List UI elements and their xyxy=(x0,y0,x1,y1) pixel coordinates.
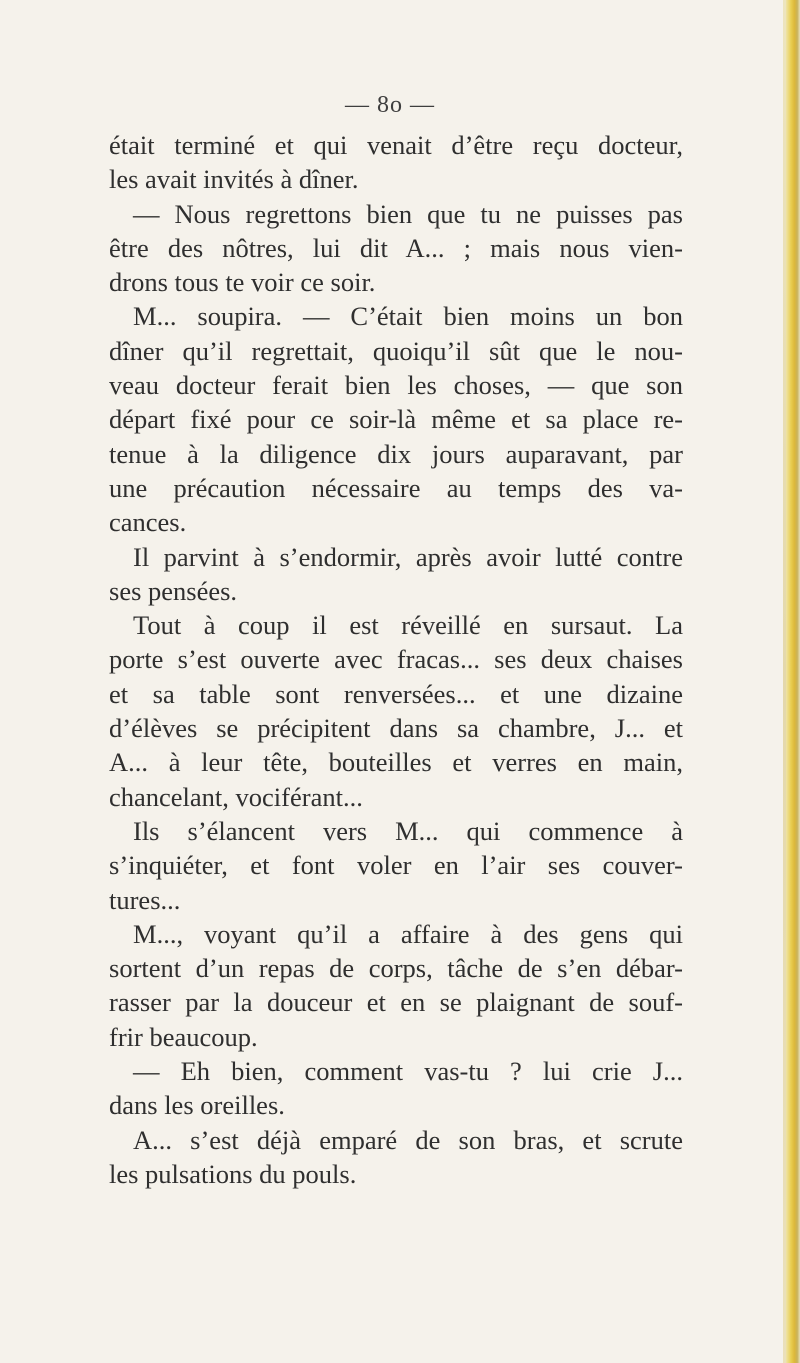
text-line: départ fixé pour ce soir-là même et sa place re- xyxy=(109,404,683,435)
text-line: être des nôtres, lui dit A... ; mais nous vien- xyxy=(109,232,683,263)
text-line: frir beaucoup. xyxy=(109,1021,258,1052)
text-line: les avait invités à dîner. xyxy=(109,164,359,195)
text-line: dîner qu’il regrettait, quoiqu’il sût que le nou- xyxy=(109,335,683,366)
text-line: rasser par la douceur et en se plaignant de souf- xyxy=(109,987,683,1018)
text-line: veau docteur ferait bien les choses, — que son xyxy=(109,370,683,401)
text-line: — Nous regrettons bien que tu ne puisses pas xyxy=(133,198,683,229)
text-line: M..., voyant qu’il a affaire à des gens qui xyxy=(133,918,683,949)
body-text xyxy=(109,128,683,1191)
text-line: et sa table sont renversées... et une dizaine xyxy=(109,678,683,709)
text-line: tenue à la diligence dix jours auparavant, par xyxy=(109,438,683,469)
page-edge-gilding xyxy=(786,0,800,1363)
text-line: une précaution nécessaire au temps des va- xyxy=(109,472,683,503)
text-line: tures... xyxy=(109,884,181,915)
text-line: A... à leur tête, bouteilles et verres en main, xyxy=(109,747,683,778)
text-line: d’élèves se précipitent dans sa chambre, J... et xyxy=(109,713,683,744)
text-line: porte s’est ouverte avec fracas... ses deux chaises xyxy=(109,644,683,675)
text-line: drons tous te voir ce soir. xyxy=(109,267,376,298)
text-line: A... s’est déjà emparé de son bras, et scrute xyxy=(133,1124,683,1155)
text-line: — Eh bien, comment vas-tu ? lui crie J... xyxy=(133,1056,683,1087)
text-line: Tout à coup il est réveillé en sursaut. La xyxy=(133,610,683,641)
text-line: M... soupira. — C’était bien moins un bon xyxy=(133,301,683,332)
text-line: Ils s’élancent vers M... qui commence à xyxy=(133,815,683,846)
text-line: s’inquiéter, et font voler en l’air ses couver- xyxy=(109,850,683,881)
text-line: chancelant, vociférant... xyxy=(109,781,363,812)
text-line: Il parvint à s’endormir, après avoir lutté contre xyxy=(133,541,683,572)
text-line: sortent d’un repas de corps, tâche de s’en débar- xyxy=(109,953,683,984)
text-line: les pulsations du pouls. xyxy=(109,1158,357,1189)
text-line: dans les oreilles. xyxy=(109,1090,285,1121)
page-number: — 8o — xyxy=(345,92,435,118)
text-line: ses pensées. xyxy=(109,575,238,606)
text-line: était terminé et qui venait d’être reçu docteur, xyxy=(109,130,683,160)
text-line: cances. xyxy=(109,507,187,538)
